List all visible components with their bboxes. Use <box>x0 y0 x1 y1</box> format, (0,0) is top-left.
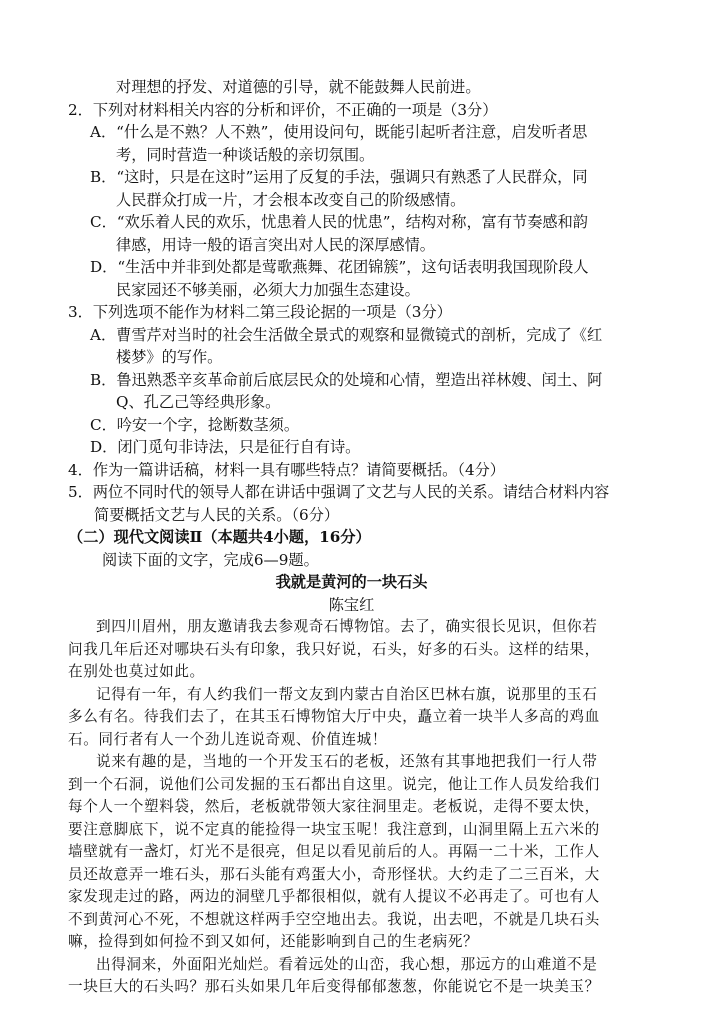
option-2a-cont: 考，同时营造一种谈话般的亲切氛围。 <box>116 146 375 164</box>
option-3b: B．鲁迅熟悉辛亥革命前后底层民众的处境和心情，塑造出祥林嫂、闰土、阿 <box>90 371 603 389</box>
paragraph-line: 家发现走过的路，两边的洞壁几乎都很相似，就有人提议不必再走了。可也有人 <box>68 888 600 905</box>
paragraph-line: 墙壁就有一盏灯，灯光不是很亮，但足以看见前后的人。再隔一二十米，工作人 <box>68 843 600 860</box>
paragraph-line: 要注意脚底下，说不定真的能捡得一块宝玉呢！我注意到，山洞里隔上五六米的 <box>68 821 600 838</box>
paragraph-line: 多么有名。待我们去了，在其玉石博物馆大厅中央，矗立着一块半人多高的鸡血 <box>68 708 600 725</box>
option-2d-cont: 民家园还不够美丽，必须大力加强生态建设。 <box>116 281 420 299</box>
question-3: 3．下列选项不能作为材料二第三段论据的一项是（3分） <box>68 303 452 321</box>
paragraph-line: 一块巨大的石头吗？那石头如果几年后变得郁郁葱葱，你能说它不是一块美玉？ <box>68 978 600 995</box>
option-2b-cont: 人民群众打成一片，才会根本改变自己的阶级感情。 <box>116 191 466 209</box>
option-3a: A．曹雪芹对当时的社会生活做全景式的观察和显微镜式的剖析，完成了《红 <box>90 326 603 344</box>
paragraph-line: 说来有趣的是，当地的一个开发玉石的老板，还煞有其事地把我们一行人带 <box>96 753 598 770</box>
option-3d: D．闭门觅句非诗法，只是征行自有诗。 <box>90 438 361 456</box>
option-3b-cont: Q、孔乙己等经典形象。 <box>116 393 281 411</box>
paragraph-line: 问我几年后还对哪块石头有印象，我只好说，石头，好多的石头。这样的结果， <box>68 641 600 658</box>
option-3c: C．吟安一个字，捻断数茎须。 <box>90 416 300 434</box>
paragraph-line: 每个人一个塑料袋，然后，老板就带领大家往洞里走。老板说，走得不要太快， <box>68 798 600 815</box>
option-2a: A．“什么是不熟？人不熟”，使用设问句，既能引起听者注意，启发听者思 <box>90 123 588 141</box>
section-heading: （二）现代文阅读Ⅱ（本题共4小题，16分） <box>68 528 371 546</box>
question-5: 5．两位不同时代的领导人都在讲话中强调了文艺与人民的关系。请结合材料内容 <box>68 483 610 501</box>
paragraph-line: 不到黄河心不死，不想就这样两手空空地出去。我说，出去吧，不就是几块石头 <box>68 911 600 928</box>
option-2b: B．“这时，只是在这时”运用了反复的手法，强调只有熟悉了人民群众，同 <box>90 168 588 186</box>
paragraph-line: 到一个石洞，说他们公司发掘的玉石都出自这里。说完，他让工作人员发给我们 <box>68 776 600 793</box>
paragraph-line: 出得洞来，外面阳光灿烂。看着远处的山峦，我心想，那远方的山难道不是 <box>96 956 598 973</box>
paragraph-line: 嘛，捡得到如何捡不到又如何，还能影响到自己的生老病死？ <box>68 933 479 950</box>
option-2d: D．“生活中并非到处都是莺歌燕舞、花团锦簇”，这句话表明我国现阶段人 <box>90 258 589 276</box>
question-2: 2．下列对材料相关内容的分析和评价，不正确的一项是（3分） <box>68 101 498 119</box>
option-2c: C．“欢乐着人民的欢乐，忧患着人民的忧患”，结构对称，富有节奏感和韵 <box>90 213 588 231</box>
option-3a-cont: 楼梦》的写作。 <box>116 348 223 366</box>
paragraph-line: 到四川眉州，朋友邀请我去参观奇石博物馆。去了，确实很长见识，但你若 <box>96 618 598 635</box>
paragraph-line: 记得有一年，有人约我们一帮文友到内蒙古自治区巴林右旗，说那里的玉石 <box>96 686 598 703</box>
article-author: 陈宝红 <box>328 596 375 614</box>
text-line: 对理想的抒发、对道德的引导，就不能鼓舞人民前进。 <box>116 78 481 96</box>
reading-instruction: 阅读下面的文字，完成6—9题。 <box>102 551 319 569</box>
paragraph-line: 员还故意弄一堆石头，那石头能有鸡蛋大小，奇形怪状。大约走了二三百米，大 <box>68 866 600 883</box>
paragraph-line: 石。同行者有人一个劲儿连说奇观、价值连城！ <box>68 731 388 748</box>
paragraph-line: 在别处也莫过如此。 <box>68 663 205 680</box>
option-2c-cont: 律感，用诗一般的语言突出对人民的深厚感情。 <box>116 236 435 254</box>
article-title: 我就是黄河的一块石头 <box>275 573 428 591</box>
question-4: 4．作为一篇讲话稿，材料一具有哪些特点？请简要概括。（4分） <box>68 461 505 479</box>
question-5-cont: 简要概括文艺与人民的关系。（6分） <box>94 506 340 524</box>
